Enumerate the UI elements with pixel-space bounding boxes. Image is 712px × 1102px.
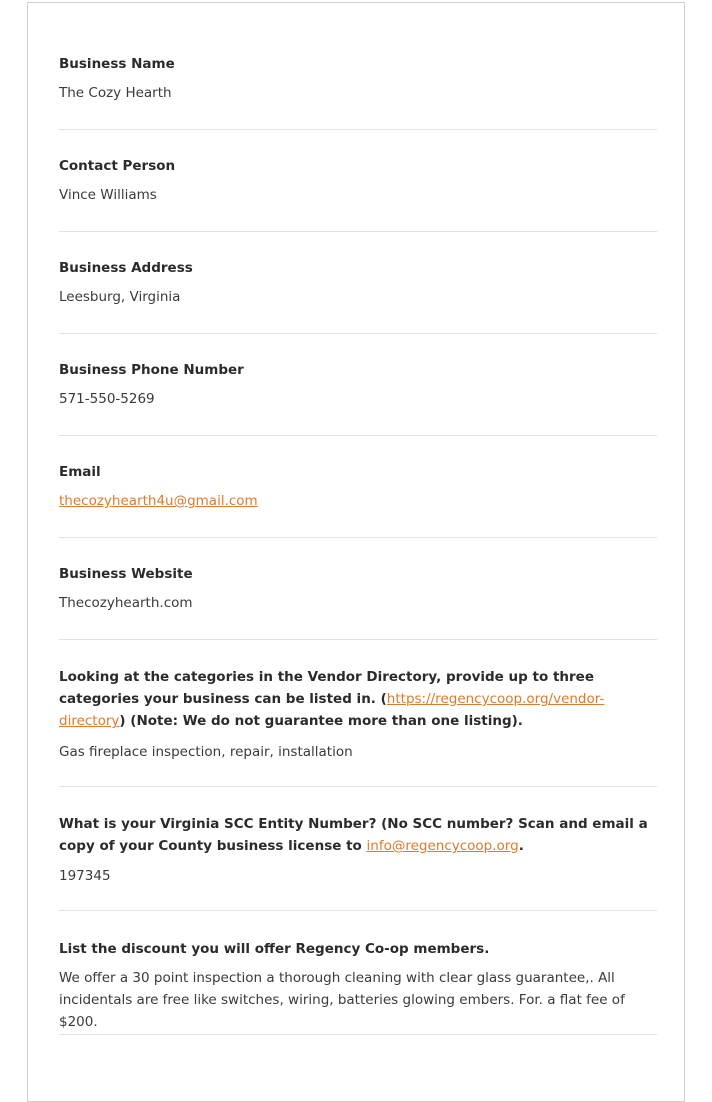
field-label: Business Name (59, 56, 175, 72)
field-value: The Cozy Hearth (59, 85, 172, 101)
field-business-name (59, 3, 657, 130)
field-label: Business Website (59, 566, 193, 582)
label-text: Looking at the categories in the Vendor Directory, provide up to three categories your business can be listed in. ( (59, 669, 594, 707)
field-discount (59, 911, 657, 1035)
field-scc-number (59, 787, 657, 911)
field-label: Business Address (59, 260, 193, 276)
field-label: List the discount you will offer Regency Co-op members. (59, 941, 490, 957)
vendor-directory-link[interactable]: https://regencycoop.org/vendor-directory (59, 691, 605, 729)
email-link[interactable]: thecozyhearth4u@gmail.com (59, 493, 258, 509)
field-business-phone (59, 334, 657, 436)
field-value: Thecozyhearth.com (59, 595, 193, 611)
info-email-link[interactable]: info@regencycoop.org (366, 838, 519, 854)
submission-card (27, 2, 685, 1102)
field-business-website (59, 538, 657, 640)
label-text: ) (Note: We do not guarantee more than one listing). (119, 713, 523, 729)
field-value: Leesburg, Virginia (59, 289, 181, 305)
field-email (59, 436, 657, 538)
label-text: . (518, 838, 524, 854)
field-label: Business Phone Number (59, 362, 244, 378)
field-label: Contact Person (59, 158, 176, 174)
field-value: We offer a 30 point inspection a thorough cleaning with clear glass guarantee,. All incidentals are free like switches, wiring, batteries glowing embers. For. a flat fee of $200. (59, 970, 625, 1030)
field-value: 197345 (59, 868, 111, 884)
submission-fields (59, 3, 657, 1030)
field-label (59, 813, 657, 857)
field-business-address (59, 232, 657, 334)
field-label: Email (59, 464, 101, 480)
field-categories (59, 640, 657, 787)
field-value: Gas fireplace inspection, repair, installation (59, 744, 353, 760)
label-text: What is your Virginia SCC Entity Number? (No SCC number? Scan and email a copy of your County business license to (59, 816, 648, 854)
field-value (59, 490, 258, 512)
field-label (59, 666, 657, 732)
field-value: 571-550-5269 (59, 391, 155, 407)
field-contact-person (59, 130, 657, 232)
field-value: Vince Williams (59, 187, 157, 203)
